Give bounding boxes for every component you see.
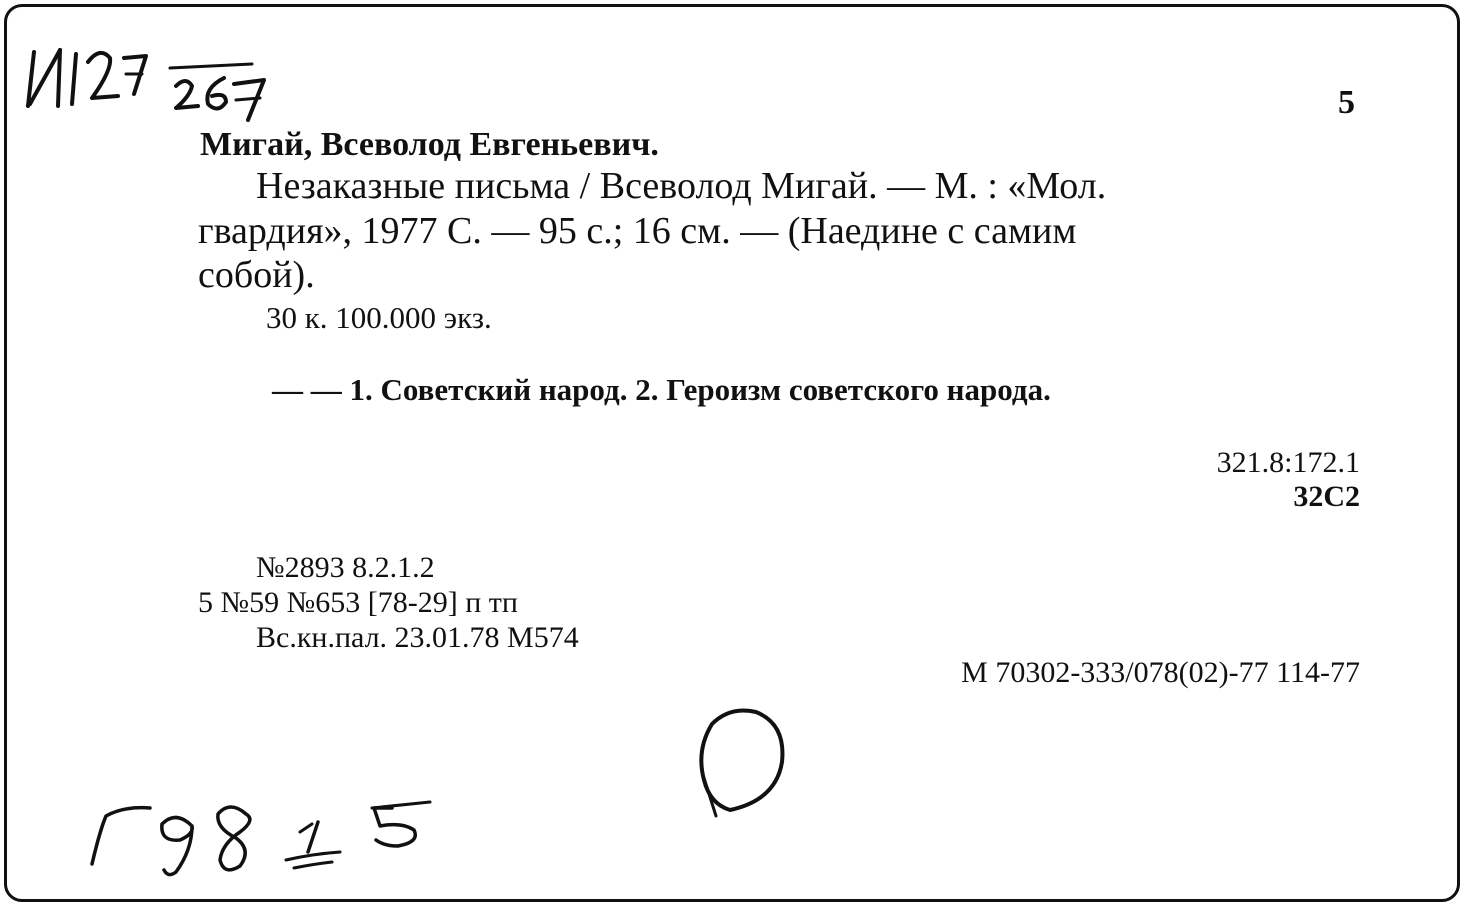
card-number: 5: [1338, 84, 1355, 121]
title-description-line-1: Незаказные письма / Всеволод Мигай. — М. : «Мол.: [256, 165, 1107, 207]
handwritten-shelf-mark: [80, 780, 460, 890]
print-info: 5 №59 №653 [78-29] п тп: [198, 586, 518, 619]
title-description-line-2: гвардия», 1977 С. — 95 с.; 16 см. — (Наедине с самим: [198, 210, 1077, 252]
price-and-copies: 30 к. 100.000 экз.: [266, 300, 492, 335]
handwritten-inventory-number: [20, 40, 290, 120]
publisher-index-code: М 70302-333/078(02)-77 114-77: [961, 656, 1360, 689]
udc-classification: 321.8:172.1: [1216, 446, 1360, 479]
bbk-classification: 32С2: [1293, 480, 1360, 513]
subject-headings: — — 1. Советский народ. 2. Героизм советского народа.: [272, 372, 1051, 407]
author-heading: Мигай, Всеволод Евгеньевич.: [200, 126, 659, 163]
title-description-line-3: собой).: [198, 254, 315, 296]
order-number: №2893 8.2.1.2: [256, 551, 435, 584]
handwritten-circle-mark: [690, 700, 800, 830]
book-chamber-info: Вс.кн.пал. 23.01.78 М574: [256, 621, 579, 654]
